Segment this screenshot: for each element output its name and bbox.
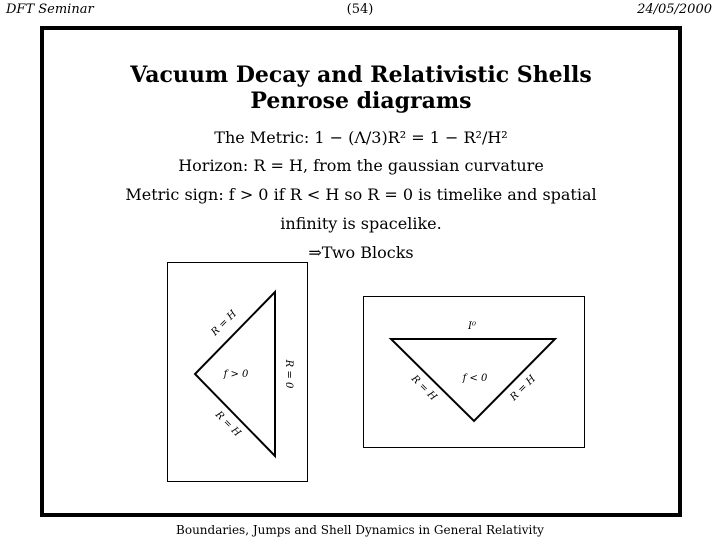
penrose-right-svg <box>364 297 583 446</box>
region-label-left: f > 0 <box>223 369 249 380</box>
horizon-line: Horizon: R = H, from the gaussian curvature <box>178 156 544 175</box>
footer-title: Boundaries, Jumps and Shell Dynamics in General Relativity <box>176 523 544 537</box>
penrose-diagram-left <box>167 262 308 482</box>
header-date: 24/05/2000 <box>637 2 712 17</box>
metric-line: The Metric: 1 − (Λ/3)R² = 1 − R²/H² <box>214 128 508 147</box>
edge-label-right: R = H <box>508 373 539 404</box>
penrose-left-svg <box>168 263 306 480</box>
slide-title: Vacuum Decay and Relativistic Shells <box>130 62 592 88</box>
slide-subtitle: Penrose diagrams <box>250 88 472 114</box>
top-label-i0: I⁰ <box>468 321 476 332</box>
header-page-number: (54) <box>346 2 374 17</box>
penrose-diagram-right <box>363 296 585 448</box>
region-label-right: f < 0 <box>462 373 488 384</box>
slide-frame <box>40 26 682 517</box>
header-seminar-name: DFT Seminar <box>6 2 94 17</box>
metric-sign-line: Metric sign: f > 0 if R < H so R = 0 is timelike and spatial <box>125 185 597 204</box>
edge-label-upper: R = H <box>209 308 240 339</box>
infinity-line: infinity is spacelike. <box>280 214 442 233</box>
edge-label-lower: R = H <box>212 409 243 440</box>
edge-label-left: R = H <box>408 373 439 404</box>
two-blocks-line: ⇒Two Blocks <box>308 243 414 262</box>
edge-label-right: R = 0 <box>283 359 294 389</box>
